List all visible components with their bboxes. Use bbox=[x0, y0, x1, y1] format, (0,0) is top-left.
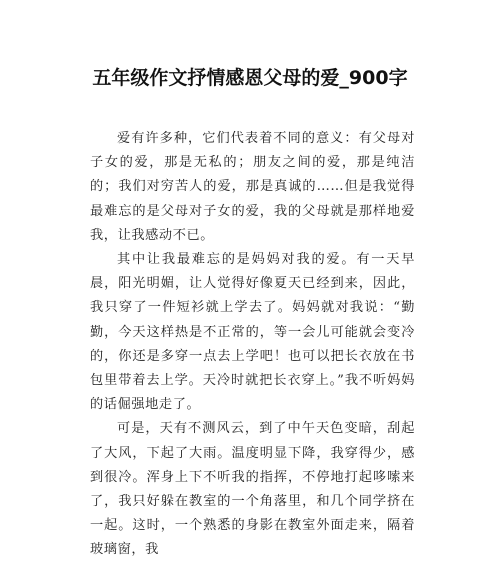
document-title: 五年级作文抒情感恩父母的爱_900字 bbox=[92, 67, 408, 89]
paragraph: 爱有许多种，它们代表着不同的意义：有父母对子女的爱，那是无私的；朋友之间的爱，那是纯洁的；我们对穷苦人的爱，那是真诚的……但是我觉得最难忘的是父母对子女的爱，我的父母就是那样地爱我，让我感动不已。 bbox=[90, 131, 415, 243]
paragraph: 可是，天有不测风云，到了中午天色变暗，刮起了大风，下起了大雨。温度明显下降，我穿得少，感到很冷。浑身上下不听我的指挥，不停地打起哆嗦来了，我只好躲在教室的一个角落里，和几个同学挤在一起。这时，一个熟悉的身影在教室外面走来，隔着玻璃窗，我 bbox=[90, 421, 415, 558]
document-body bbox=[90, 127, 415, 563]
paragraph: 其中让我最难忘的是妈妈对我的爱。有一天早晨，阳光明媚，让人觉得好像夏天已经到来，因此，我只穿了一件短衫就上学去了。妈妈就对我说：“勤勤，今天这样热是不正常的，等一会儿可能就会变冷的，你还是多穿一点去上学吧！也可以把长衣放在书包里带着去上学。天冷时就把长衣穿上。”我不听妈妈的话倔强地走了。 bbox=[90, 252, 415, 413]
